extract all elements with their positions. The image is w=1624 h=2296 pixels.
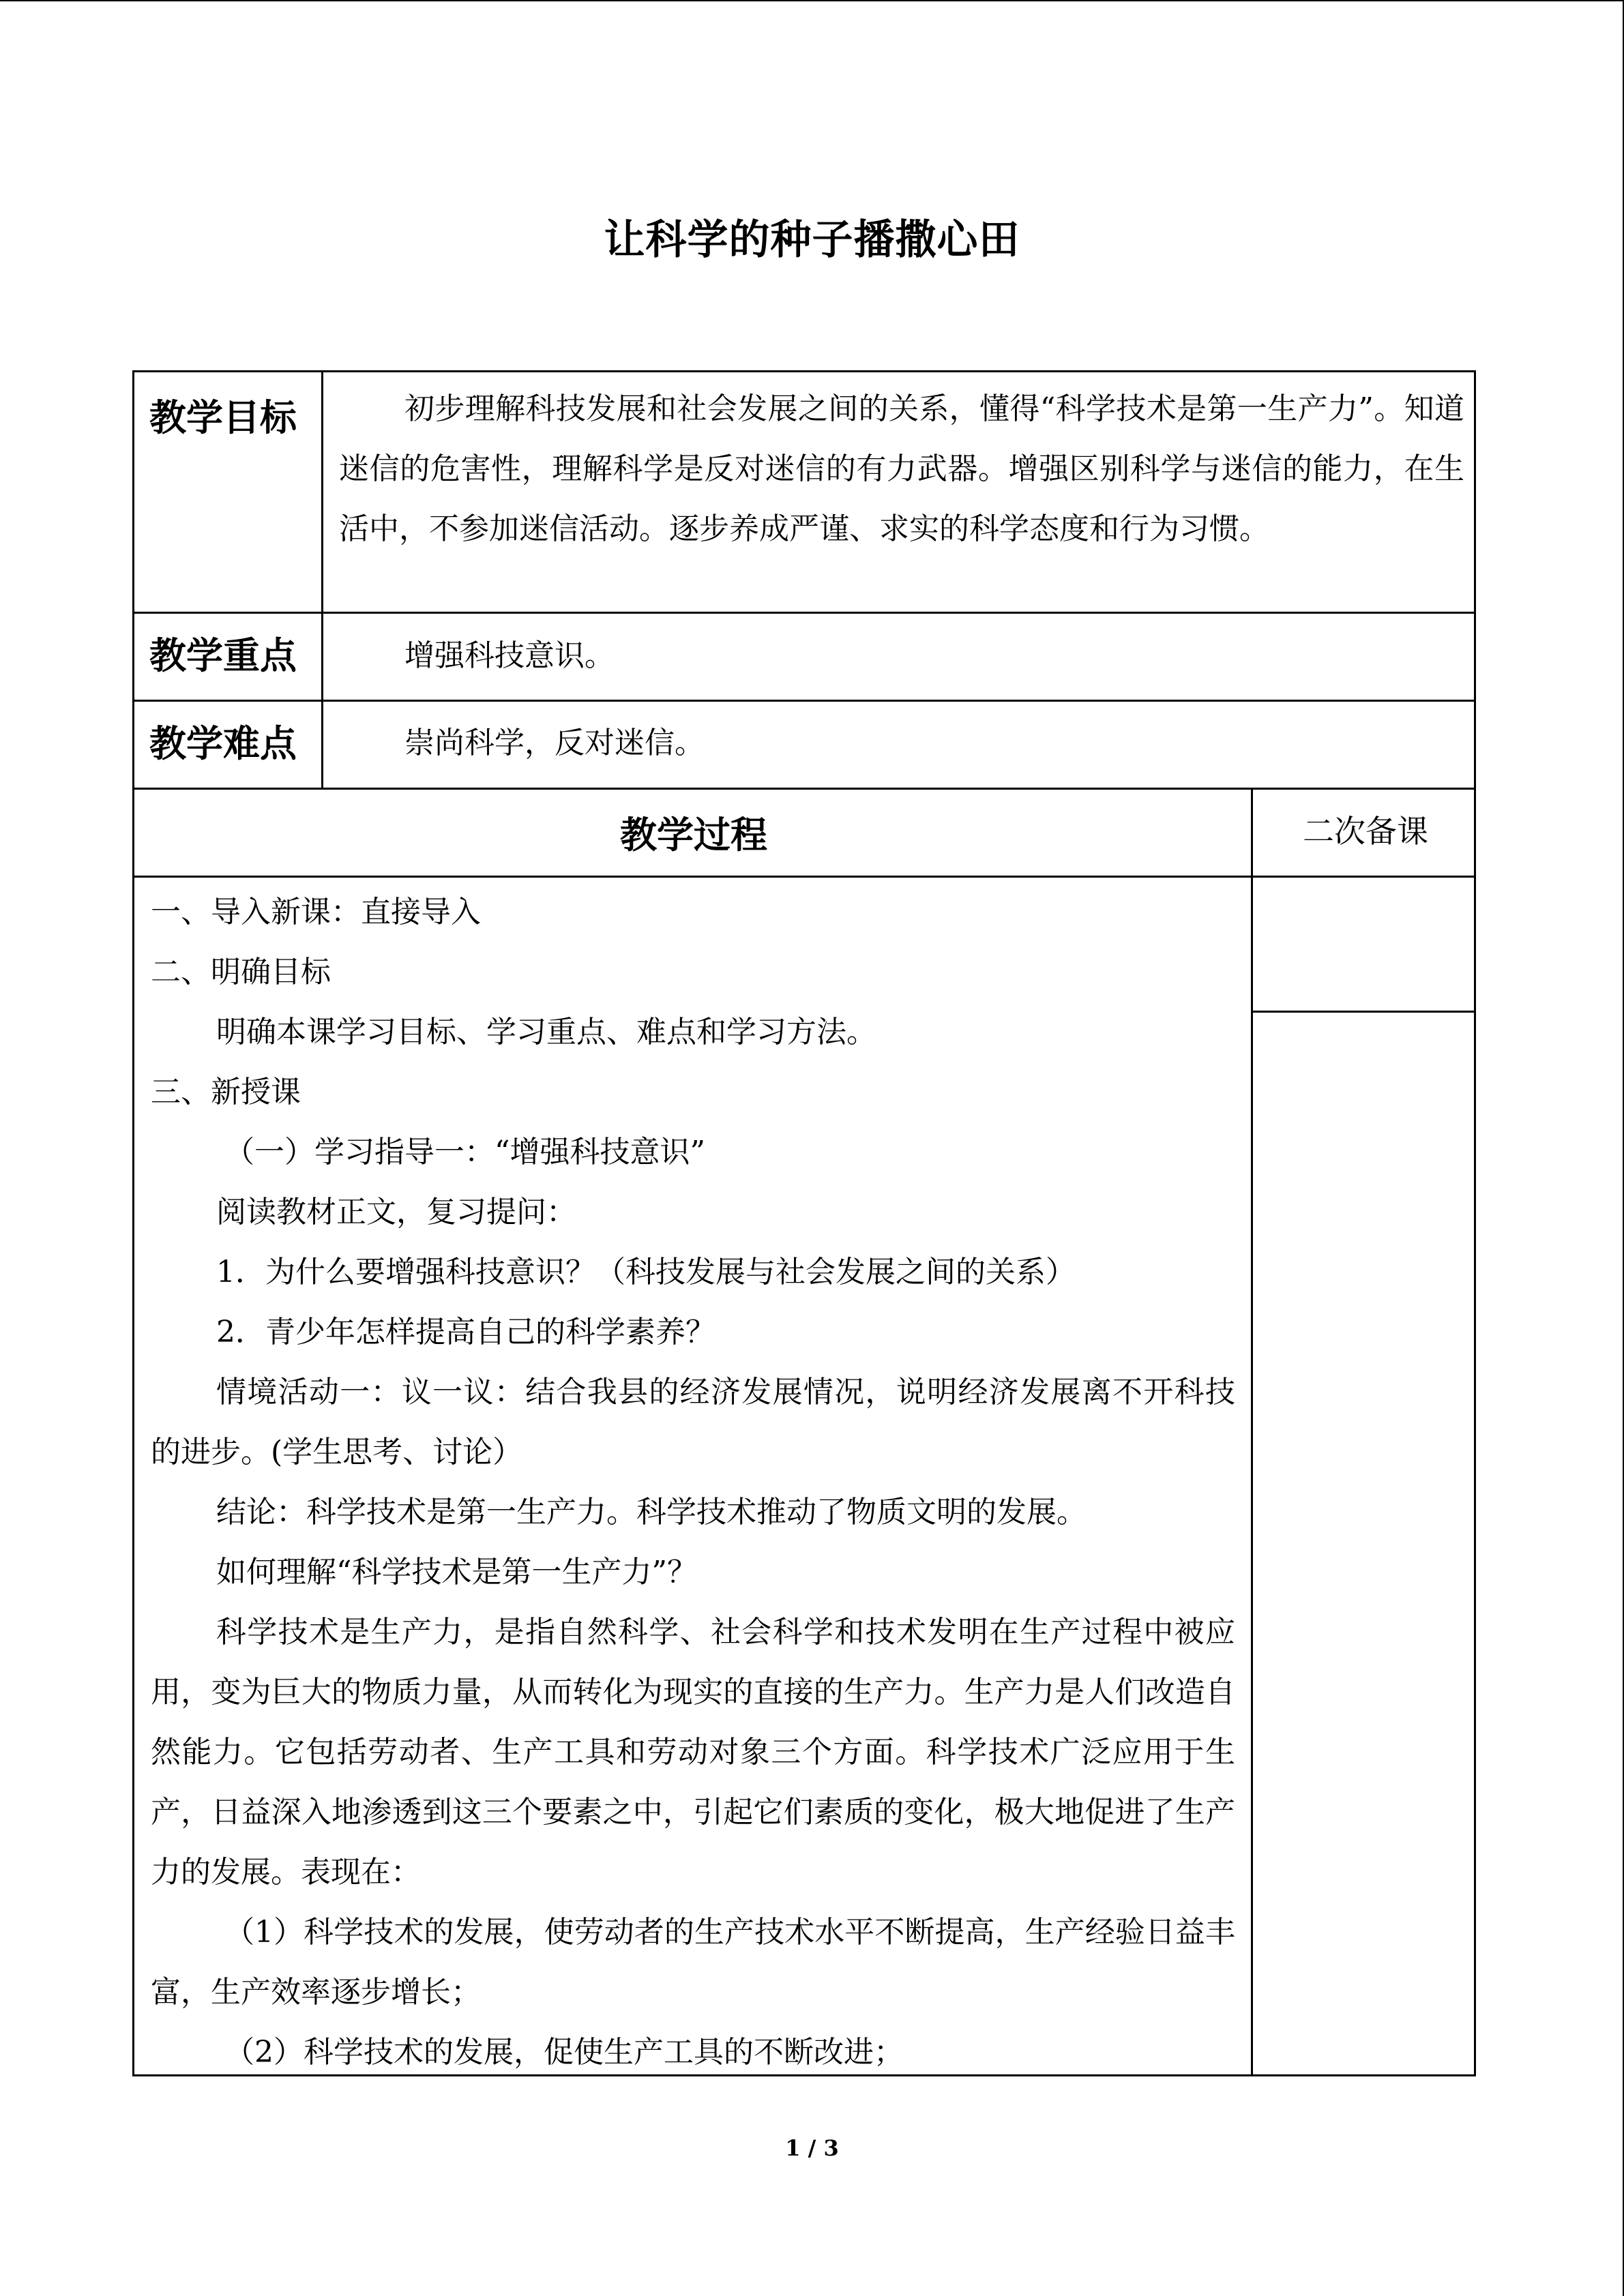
difficulty-label: 教学难点 — [149, 722, 297, 765]
row-divider — [134, 700, 1474, 702]
process-paragraph: 如何理解“科学技术是第一生产力”？ — [216, 1555, 697, 1590]
key-point-text: 增强科技意识。 — [404, 638, 615, 673]
lesson-plan-table — [132, 370, 1476, 2076]
process-paragraph: （一）学习指导一：“增强科技意识” — [224, 1135, 705, 1169]
process-paragraph: 一、导入新课：直接导入 — [151, 895, 481, 929]
objective-text: 初步理解科技发展和社会发展之间的关系，懂得“科学技术是第一生产力”。知道迷信的危害性，理解科学是反对迷信的有力武器。增强区别科学与迷信的能力，在生活中，不参加迷信活动。逐步养成严谨、求实的科学态度和行为习惯。 — [339, 391, 1464, 546]
process-paragraph: 科学技术是生产力，是指自然科学、社会科学和技术发明在生产过程中被应用，变为巨大的物质力量，从而转化为现实的直接的生产力。生产力是人们改造自然能力。它包括劳动者、生产工具和劳动对象三个方面。科学技术广泛应用于生产，日益深入地渗透到这三个要素之中，引起它们素质的变化，极大地促进了生产力的发展。表现在： — [151, 1615, 1235, 1890]
row-divider — [134, 788, 1474, 790]
process-content — [151, 882, 1235, 2083]
process-paragraph: 阅读教材正文，复习提问： — [216, 1195, 576, 1229]
process-paragraph: 结论：科学技术是第一生产力。科学技术推动了物质文明的发展。 — [216, 1495, 1087, 1530]
difficulty-text: 崇尚科学，反对迷信。 — [404, 726, 705, 760]
notes-divider — [1253, 1011, 1474, 1013]
document-title: 让科学的种子播撒心田 — [604, 216, 1020, 264]
process-paragraph: 2．青少年怎样提高自己的科学素养？ — [216, 1315, 715, 1350]
label-column-divider — [321, 372, 323, 788]
process-paragraph: （2）科学技术的发展，促使生产工具的不断改进； — [224, 2035, 904, 2070]
process-paragraph: 1．为什么要增强科技意识？（科技发展与社会发展之间的关系） — [216, 1255, 1076, 1289]
page-indicator: 1 / 3 — [785, 2135, 839, 2161]
process-paragraph: 三、新授课 — [151, 1075, 301, 1109]
row-divider — [134, 612, 1474, 614]
notes-header: 二次备课 — [1303, 813, 1428, 850]
notes-column-divider — [1251, 788, 1253, 2074]
process-paragraph: 明确本课学习目标、学习重点、难点和学习方法。 — [216, 1015, 876, 1049]
key-point-label: 教学重点 — [149, 634, 297, 677]
row-divider — [134, 876, 1474, 878]
process-paragraph: （1）科学技术的发展，使劳动者的生产技术水平不断提高，生产经验日益丰富，生产效率逐步增长； — [151, 1915, 1235, 2010]
process-header: 教学过程 — [620, 814, 767, 856]
objective-label: 教学目标 — [149, 396, 297, 439]
page-border-top — [0, 0, 1624, 1]
process-paragraph: 二、明确目标 — [151, 955, 331, 989]
process-paragraph: 情境活动一：议一议：结合我县的经济发展情况，说明经济发展离不开科技的进步。(学生思考、讨论） — [151, 1375, 1235, 1470]
